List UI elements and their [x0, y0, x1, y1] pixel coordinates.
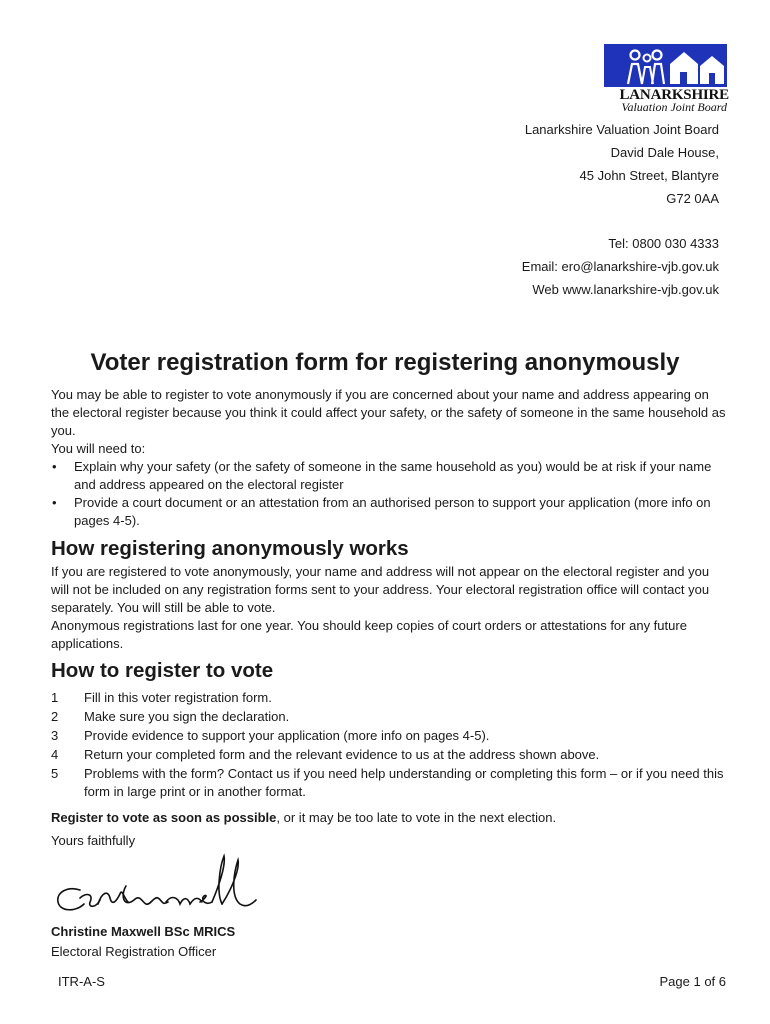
urgent-bold: Register to vote as soon as possible [51, 810, 277, 825]
steps-section [51, 689, 726, 802]
need-label: You will need to: [51, 441, 146, 456]
step-text: Return your completed form and the relevant evidence to us at the address shown above. [84, 747, 600, 762]
step-item [51, 765, 726, 801]
page-number: Page 1 of 6 [659, 974, 726, 989]
page-title: Voter registration form for registering anonymously [90, 349, 680, 376]
step-number: 2 [51, 709, 59, 724]
step-text: Problems with the form? Contact us if you need help understanding or completing this form – or if you need this form in large print or in another format. [84, 766, 724, 799]
step-item [51, 708, 726, 726]
signer-role: Electoral Registration Officer [51, 944, 217, 959]
signer-name: Christine Maxwell BSc MRICS [51, 924, 236, 939]
step-number: 4 [51, 747, 59, 762]
works-paragraph: If you are registered to vote anonymously, your name and address will not appear on the electoral register and you will not be included on any registration forms sent to your address. Your electoral registration office will contact you separately. You will still be able to vote. [51, 564, 710, 615]
contact-tel: Tel: 0800 030 4333 [608, 236, 719, 251]
address-line: David Dale House, [610, 145, 719, 160]
works-paragraph: Anonymous registrations last for one year. You should keep copies of court orders or attestations for any future applications. [51, 618, 687, 651]
step-number: 1 [51, 690, 59, 705]
logo-wordmark: LANARKSHIRE [619, 87, 729, 103]
intro-section [51, 386, 726, 530]
organisation-logo [601, 44, 729, 112]
logo-emblem [604, 44, 727, 87]
yours-faithfully: Yours faithfully [51, 833, 136, 848]
address-line: Lanarkshire Valuation Joint Board [524, 122, 719, 137]
logo-subtitle: Valuation Joint Board [621, 100, 727, 114]
address-postcode: G72 0AA [666, 191, 719, 206]
step-number: 5 [51, 766, 59, 781]
form-code: ITR-A-S [58, 974, 105, 989]
address-line: 45 John Street, Blantyre [579, 168, 719, 183]
step-item [51, 689, 726, 707]
works-section [51, 563, 726, 653]
list-item: • Explain why your safety (or the safety of someone in the same household as you) would be at risk if your name and address appeared on the electoral register [51, 458, 726, 494]
handwritten-signature [50, 852, 262, 922]
sender-address [525, 118, 719, 210]
list-item: • Provide a court document or an attestation from an authorised person to support your application (more info on pages 4-5). [51, 494, 726, 530]
step-item [51, 727, 726, 745]
urgent-note [51, 809, 726, 827]
step-number: 3 [51, 728, 59, 743]
step-text: Make sure you sign the declaration. [84, 709, 290, 724]
urgent-line [51, 809, 726, 827]
contact-web: Web www.lanarkshire-vjb.gov.uk [532, 282, 719, 297]
step-text: Fill in this voter registration form. [84, 690, 272, 705]
section-heading-register: How to register to vote [51, 659, 274, 682]
step-text: Provide evidence to support your application (more info on pages 4-5). [84, 728, 490, 743]
contact-email: Email: ero@lanarkshire-vjb.gov.uk [521, 259, 719, 274]
section-heading-works: How registering anonymously works [51, 537, 409, 560]
contact-details [522, 232, 719, 301]
step-item [51, 746, 726, 764]
steps-list [51, 689, 726, 801]
urgent-rest: , or it may be too late to vote in the next election. [276, 810, 557, 825]
requirements-list [51, 458, 726, 530]
intro-paragraph: You may be able to register to vote anonymously if you are concerned about your name and address appearing on the electoral register because you think it could affect your safety, or the safety of someone in the same household as you. [51, 387, 726, 438]
people-and-houses-icon [604, 44, 727, 87]
